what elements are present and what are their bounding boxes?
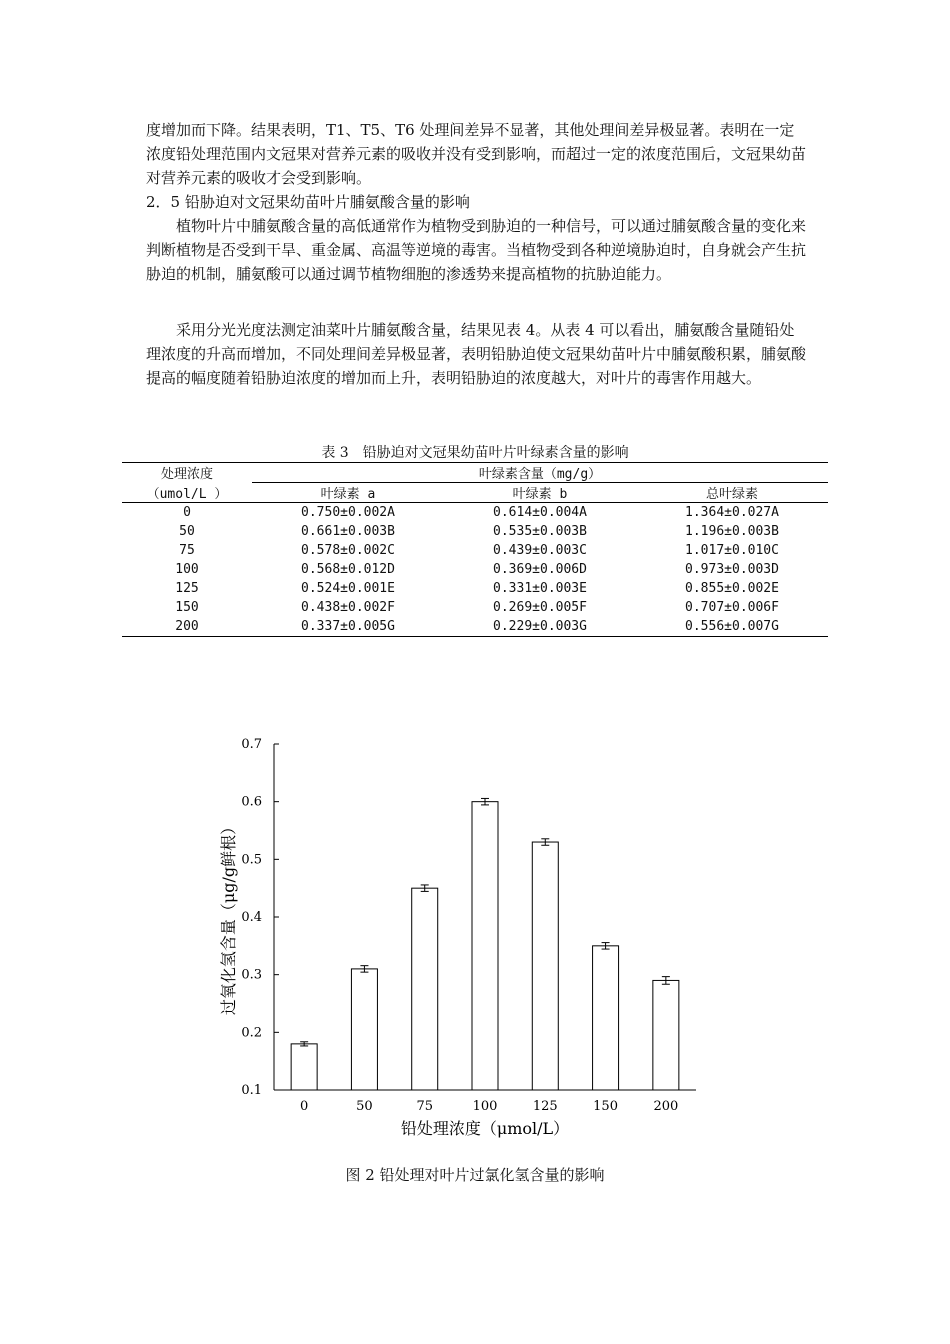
x-tick-label: 100 — [472, 1099, 498, 1114]
x-tick-label: 0 — [300, 1099, 309, 1114]
y-axis-label: 过氧化氢含量（μg/g鲜根） — [219, 818, 238, 1016]
y-tick-label: 0.7 — [241, 737, 262, 752]
cell: 200 — [122, 617, 252, 637]
y-tick-label: 0.5 — [241, 852, 262, 868]
chlorophyll-table — [122, 462, 828, 637]
table-row — [122, 598, 828, 617]
header-chlorophyll-a: 叶绿素 a — [320, 487, 376, 502]
cell: 0.524±0.001E — [301, 581, 395, 596]
table-row — [122, 617, 828, 637]
x-axis-label: 铅处理浓度（μmol/L） — [400, 1119, 570, 1138]
paragraph-1 — [146, 118, 806, 190]
table-row — [122, 522, 828, 541]
bar — [593, 946, 619, 1090]
cell: 0.337±0.005G — [252, 617, 444, 637]
table-row — [122, 579, 828, 598]
cell: 0.661±0.003B — [301, 524, 395, 539]
cell: 0.568±0.012D — [301, 562, 395, 577]
cell: 75 — [179, 543, 195, 558]
cell: 0.269±0.005F — [493, 600, 587, 615]
cell: 0.855±0.002E — [685, 581, 779, 596]
paragraph-3-text: 采用分光光度法测定油菜叶片脯氨酸含量，结果见表 4。从表 4 可以看出，脯氨酸含量随铅处理浓度的升高而增加，不同处理间差异极显著，表明铅胁迫使文冠果幼苗叶片中脯氨酸积累，脯氨酸提高的幅度随着铅胁迫浓度的增加而上升，表明铅胁迫的浓度越大，对叶片的毒害作用越大。 — [146, 321, 807, 387]
cell: 1.364±0.027A — [636, 503, 828, 523]
cell: 0.439±0.003C — [493, 543, 587, 558]
x-tick-label: 125 — [532, 1099, 558, 1114]
y-tick-label: 0.3 — [241, 967, 262, 983]
table-row — [122, 503, 828, 523]
cell: 0.229±0.003G — [444, 617, 636, 637]
bar — [291, 1044, 317, 1090]
section-heading: 2．5 铅胁迫对文冠果幼苗叶片脯氨酸含量的影响 — [146, 193, 470, 211]
y-tick-label: 0.2 — [241, 1025, 262, 1041]
x-tick-label: 75 — [416, 1099, 433, 1114]
cell: 0.331±0.003E — [493, 581, 587, 596]
cell: 100 — [175, 562, 199, 577]
h2o2-bar-chart — [210, 728, 710, 1148]
paragraph-2-text: 植物叶片中脯氨酸含量的高低通常作为植物受到胁迫的一种信号，可以通过脯氨酸含量的变化来判断植物是否受到干旱、重金属、高温等逆境的毒害。当植物受到各种逆境胁迫时，自身就会产生抗胁迫的机制，脯氨酸可以通过调节植物细胞的渗透势来提高植物的抗胁迫能力。 — [146, 217, 807, 283]
x-tick-label: 200 — [653, 1099, 679, 1114]
x-tick-label: 150 — [593, 1099, 618, 1114]
bar — [472, 802, 498, 1090]
cell: 150 — [175, 600, 199, 615]
cell: 0.707±0.006F — [685, 600, 779, 615]
bar — [653, 980, 679, 1090]
bar — [532, 842, 558, 1090]
cell: 0.535±0.003B — [493, 524, 587, 539]
table-row — [122, 541, 828, 560]
cell: 0.369±0.006D — [493, 562, 587, 577]
cell: 0.973±0.003D — [685, 562, 779, 577]
y-tick-label: 0.1 — [241, 1083, 262, 1098]
cell: 0.750±0.002A — [252, 503, 444, 523]
cell: 0.438±0.002F — [301, 600, 395, 615]
header-treatment: 处理浓度 — [122, 463, 252, 483]
x-tick-label: 50 — [356, 1099, 373, 1114]
figure-caption: 图 2 铅处理对叶片过氯化氢含量的影响 — [345, 1166, 605, 1184]
cell: 50 — [179, 524, 195, 539]
y-tick-label: 0.4 — [241, 910, 262, 925]
paragraph-3 — [146, 318, 806, 390]
header-treatment-unit: （umol/L ） — [146, 486, 228, 502]
paragraph-1-text: 度增加而下降。结果表明，T1、T5、T6 处理间差异不显著，其他处理间差异极显著。表明在一定浓度铅处理范围内文冠果对营养元素的吸收并没有受到影响，而超过一定的浓度范围后，文冠果幼苗对营养元素的吸收才会受到影响。 — [146, 121, 807, 187]
table-caption: 表 3 铅胁迫对文冠果幼苗叶片叶绿素含量的影响 — [321, 445, 629, 461]
cell: 0.578±0.002C — [301, 543, 395, 558]
bar — [351, 969, 377, 1090]
y-tick-label: 0.6 — [241, 794, 262, 810]
table-row — [122, 560, 828, 579]
bar — [412, 888, 438, 1090]
cell: 0 — [122, 503, 252, 523]
cell: 125 — [175, 581, 199, 596]
cell: 0.556±0.007G — [636, 617, 828, 637]
cell: 1.017±0.010C — [685, 543, 779, 558]
header-chlorophyll-b: 叶绿素 b — [512, 487, 568, 502]
paragraph-2 — [146, 214, 806, 286]
header-chlorophyll-group: 叶绿素含量（mg/g） — [252, 463, 828, 483]
cell: 0.614±0.004A — [444, 503, 636, 523]
header-total-chlorophyll: 总叶绿素 — [705, 487, 758, 502]
cell: 1.196±0.003B — [685, 524, 779, 539]
